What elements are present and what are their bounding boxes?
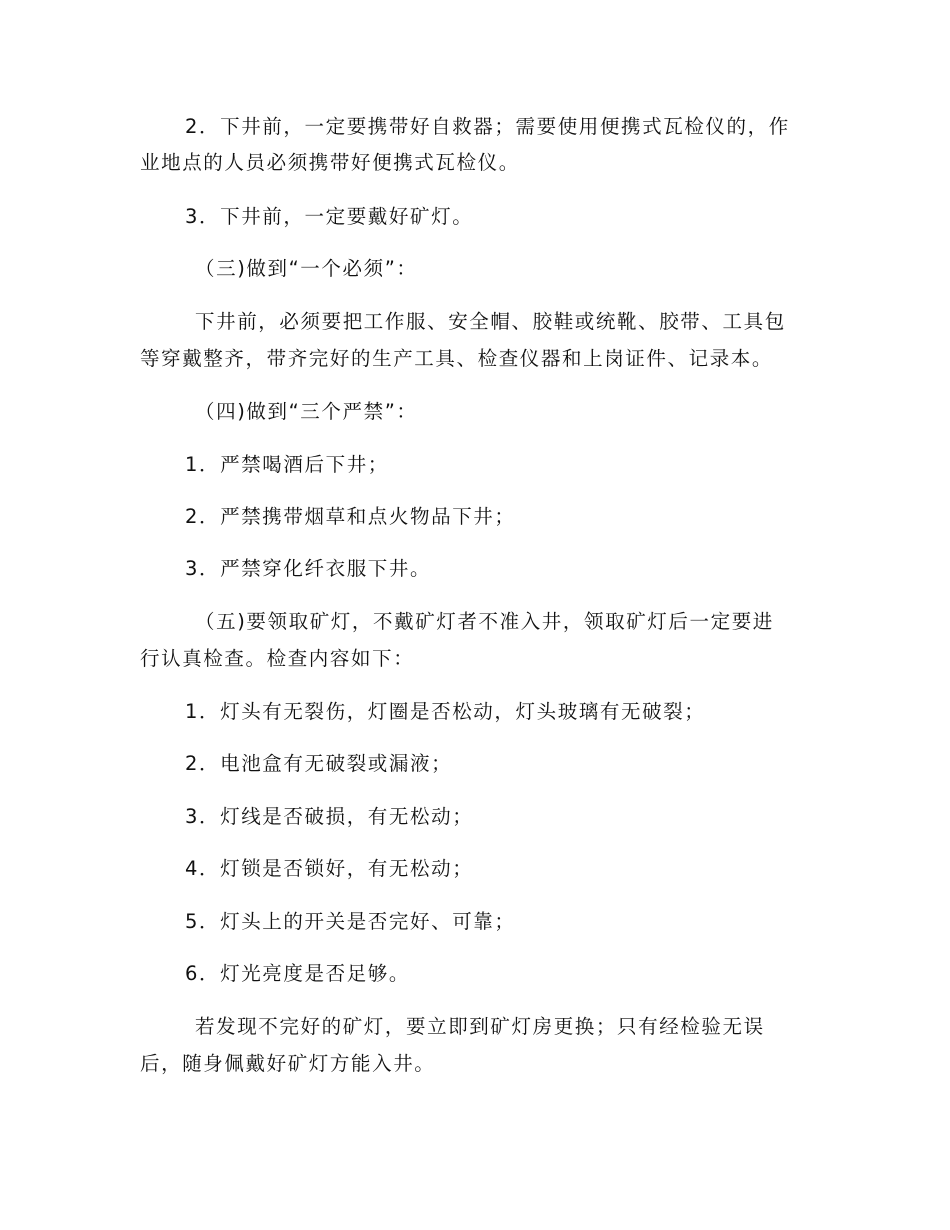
text-line: 行认真检查。检查内容如下： [140,647,415,670]
text-line: 3．下井前，一定要戴好矿灯。 [185,205,474,228]
text-line: 3．严禁穿化纤衣服下井。 [185,557,432,580]
text-line: 3．灯线是否破损，有无松动； [185,805,474,828]
text-line: 6．灯光亮度是否足够。 [185,962,411,985]
text-line: 后，随身佩戴好矿灯方能入井。 [140,1052,436,1075]
text-line: 1．严禁喝酒后下井； [185,453,389,476]
text-line: 4．灯锁是否锁好，有无松动； [185,857,474,880]
text-line: （三)做到“一个必须”： [195,257,418,280]
text-line: 等穿戴整齐，带齐完好的生产工具、检查仪器和上岗证件、记录本。 [140,347,774,370]
text-line: 2．电池盒有无破裂或漏液； [185,752,453,775]
text-line: 下井前，必须要把工作服、安全帽、胶鞋或统靴、胶带、工具包 [195,310,786,333]
text-line: 若发现不完好的矿灯，要立即到矿灯房更换；只有经检验无误 [195,1015,765,1038]
text-line: （四)做到“三个严禁”： [195,400,418,423]
text-line: （五)要领取矿灯，不戴矿灯者不准入井，领取矿灯后一定要进 [195,610,774,633]
text-line: 2．下井前，一定要携带好自救器；需要使用便携式瓦检仪的，作 [185,115,790,138]
text-line: 业地点的人员必须携带好便携式瓦检仪。 [140,151,520,174]
text-line: 5．灯头上的开关是否完好、可靠； [185,910,516,933]
text-line: 1．灯头有无裂伤，灯圈是否松动，灯头玻璃有无破裂； [185,700,706,723]
text-line: 2．严禁携带烟草和点火物品下井； [185,505,516,528]
